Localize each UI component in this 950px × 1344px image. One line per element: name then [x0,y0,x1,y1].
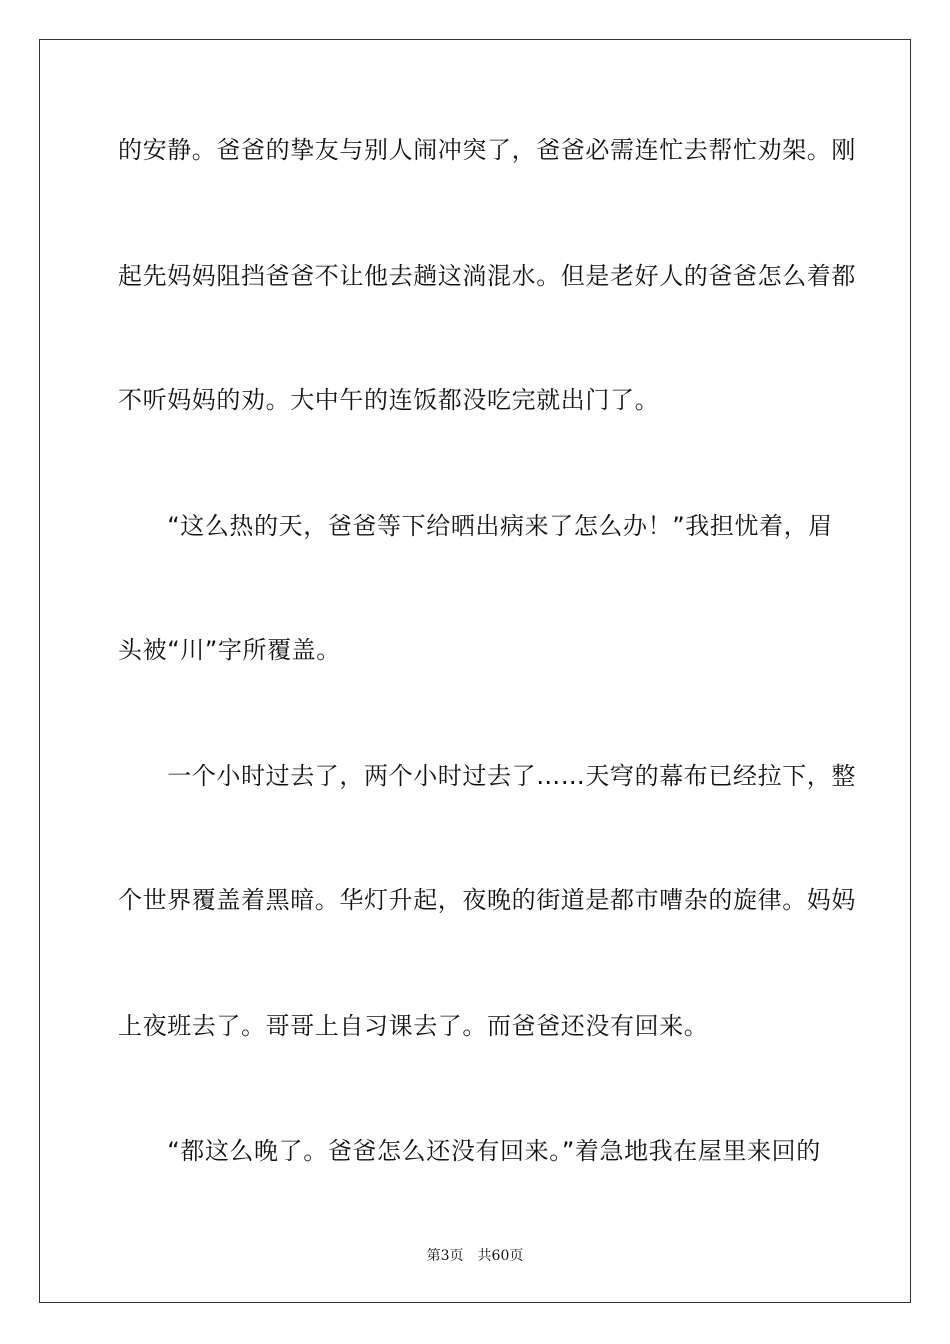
page-number: 第3页 [426,1248,464,1264]
text-line-2: 起先妈妈阻挡爸爸不让他去趟这淌混水。但是老好人的爸爸怎么着都 [118,262,856,290]
text-line-7: 个世界覆盖着黑暗。华灯升起，夜晚的街道是都市嘈杂的旋律。妈妈 [118,886,856,914]
page-border [39,39,911,1303]
text-line-6: 一个小时过去了，两个小时过去了……天穹的幕布已经拉下，整 [118,762,856,790]
page-total: 共60页 [477,1248,524,1264]
text-line-4: “这么热的天，爸爸等下给晒出病来了怎么办！”我担忧着，眉 [118,512,833,540]
text-line-1: 的安静。爸爸的挚友与别人闹冲突了，爸爸必需连忙去帮忙劝架。刚 [118,136,856,164]
text-line-8: 上夜班去了。哥哥上自习课去了。而爸爸还没有回来。 [118,1012,709,1040]
text-line-3: 不听妈妈的劝。大中午的连饭都没吃完就出门了。 [118,386,660,414]
text-line-9: “都这么晚了。爸爸怎么还没有回来。”着急地我在屋里来回的 [118,1137,821,1165]
text-line-5: 头被“川”字所覆盖。 [118,636,341,664]
page-footer [0,1247,950,1265]
